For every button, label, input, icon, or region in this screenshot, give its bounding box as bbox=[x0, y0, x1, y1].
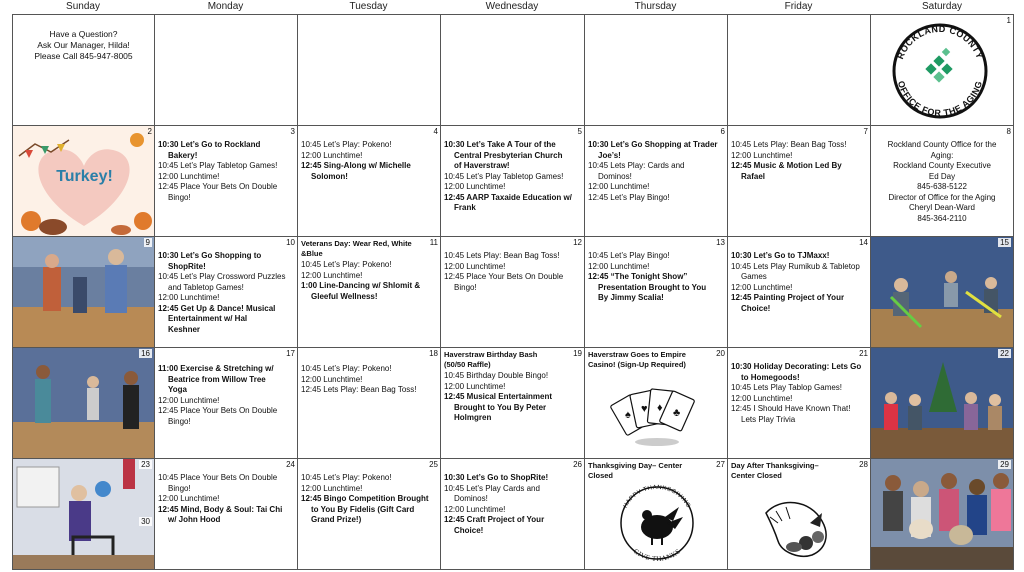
cell-week3-friday bbox=[727, 347, 871, 459]
walker-photo bbox=[13, 459, 155, 570]
logo-bottom-text: OFFICE FOR THE AGING bbox=[895, 79, 985, 119]
event-line: 12:45 Painting Project of Your bbox=[731, 293, 845, 302]
event-line: Grand Prize!) bbox=[311, 515, 362, 524]
event-line: 10:45 Let’s Play: Pokeno! bbox=[301, 260, 392, 269]
rockland-county-logo bbox=[871, 15, 1011, 125]
cell-week1-tuesday bbox=[297, 125, 441, 237]
event-line: 12:00 Lunchtime! bbox=[301, 483, 363, 493]
event-line: 12:45 Bingo Competition Brought bbox=[301, 494, 429, 503]
cell-week2-wednesday bbox=[440, 236, 585, 348]
event-line: 12:00 Lunchtime! bbox=[588, 182, 650, 191]
event-line: Holmgren bbox=[454, 413, 492, 422]
day-number: 11 bbox=[429, 238, 438, 247]
group-holiday-photo bbox=[871, 348, 1014, 459]
event-line: 10:30 Holiday Decorating: Lets Go bbox=[731, 362, 862, 371]
event-line: to You By Fidelis (Gift Card bbox=[311, 504, 415, 514]
cell-week1-monday bbox=[154, 125, 298, 237]
event-line: 12:45 “The Tonight Show” bbox=[588, 272, 688, 281]
badge-bottom-text: GIVE THANKS bbox=[631, 547, 683, 561]
cell-week1-saturday bbox=[870, 125, 1014, 237]
event-line: 12:45 Get Up & Dance! Musical bbox=[158, 303, 276, 313]
event-line: 10:30 Let’s Go Shopping at Trader bbox=[588, 140, 718, 149]
cell-week4-friday bbox=[727, 458, 871, 570]
event-line: 10:45 Let’s Play Bingo! bbox=[588, 251, 670, 260]
cornucopia-icon bbox=[760, 493, 840, 563]
day-number: 1 bbox=[1006, 16, 1011, 25]
event-line: 10:45 Let’s Play Tabletop Games! bbox=[158, 161, 278, 170]
event-line: Bingo! bbox=[168, 416, 191, 426]
turkey-label: Turkey! bbox=[56, 168, 113, 185]
event-line: 12:00 Lunchtime! bbox=[158, 494, 220, 503]
day-number: 25 bbox=[429, 460, 438, 469]
info-line: Rockland County Office for the bbox=[887, 140, 997, 149]
info-line: 845-638-5122 bbox=[917, 182, 967, 191]
event-line: of Haverstraw! bbox=[454, 161, 510, 170]
event-line: 10:30 Let’s Go to Rockland bbox=[158, 140, 261, 149]
day-header-sunday: Sunday bbox=[66, 1, 100, 12]
day-number: 26 bbox=[573, 460, 582, 469]
event-title: Haverstraw Birthday Bash (50/50 Raffle) bbox=[444, 350, 538, 369]
event-line: Bakery! bbox=[168, 150, 198, 160]
event-line: 10:45 Lets Play Rumikub & Tabletop bbox=[731, 261, 860, 271]
event-line: 12:45 Music & Motion Led By bbox=[731, 161, 842, 170]
event-line: Dominos! bbox=[454, 494, 488, 503]
day-number: 8 bbox=[1006, 127, 1011, 136]
cell-week0-monday bbox=[154, 14, 298, 126]
day-number: 15 bbox=[1000, 238, 1009, 247]
contact-manager: Ask Our Manager, Hilda! bbox=[37, 40, 130, 50]
event-line: 12:45 I Should Have Known That! bbox=[731, 404, 851, 413]
svg-text:♠: ♠ bbox=[625, 409, 631, 421]
day-number: 2 bbox=[147, 127, 152, 136]
playing-cards-icon bbox=[607, 386, 707, 452]
logo-top-text: ROCKLAND COUNTY bbox=[895, 23, 985, 61]
day-number: 20 bbox=[716, 349, 725, 358]
cell-week3-saturday bbox=[870, 347, 1014, 459]
event-line: 10:30 Let’s Go to ShopRite! bbox=[444, 473, 549, 482]
day-number: 4 bbox=[433, 127, 438, 136]
info-line: 845-364-2110 bbox=[917, 213, 967, 223]
cell-week2-friday bbox=[727, 236, 871, 348]
event-line: Keshner bbox=[168, 324, 201, 334]
cell-week4-wednesday bbox=[440, 458, 585, 570]
event-line: 12:45 AARP Taxaide Education w/ bbox=[444, 192, 572, 202]
day-number: 16 bbox=[141, 349, 150, 358]
cell-week4-tuesday bbox=[297, 458, 441, 570]
cell-week0-friday bbox=[727, 14, 871, 126]
day-header-thursday: Thursday bbox=[634, 1, 677, 12]
event-title: Veterans Day: Wear Red, White &Blue bbox=[301, 239, 412, 258]
cell-week0-tuesday bbox=[297, 14, 441, 126]
group-dance-photo bbox=[13, 348, 155, 459]
day-number: 22 bbox=[1000, 349, 1009, 358]
cell-week3-thursday bbox=[584, 347, 728, 459]
event-line: 12:00 Lunchtime! bbox=[444, 504, 506, 514]
event-line: 12:00 Lunchtime! bbox=[444, 261, 506, 271]
event-line: 1:00 Line-Dancing w/ Shlomit & bbox=[301, 281, 421, 290]
day-header-monday: Monday bbox=[207, 1, 244, 12]
day-number: 6 bbox=[720, 127, 725, 136]
event-title: Day After Thanksgiving– Center Closed bbox=[731, 461, 819, 480]
event-line: 10:45 Lets Play: Cards and bbox=[588, 161, 685, 170]
cell-week3-monday bbox=[154, 347, 298, 459]
event-line: to Homegoods! bbox=[741, 372, 800, 382]
event-title: Haverstraw Goes to Empire Casino! (Sign-Up Required) bbox=[588, 350, 686, 369]
event-line: Bingo! bbox=[454, 282, 477, 292]
cell-week0-thursday bbox=[584, 14, 728, 126]
svg-text:♦: ♦ bbox=[657, 402, 663, 414]
event-line: 10:45 Let’s Play: Pokeno! bbox=[301, 140, 392, 149]
cell-week1-thursday bbox=[584, 125, 728, 237]
cell-week1-sunday bbox=[12, 125, 155, 237]
cell-week3-sunday bbox=[12, 347, 155, 459]
event-line: 12:00 Lunchtime! bbox=[158, 171, 220, 181]
info-line: Rockland County Executive bbox=[893, 161, 991, 170]
event-line: 10:30 Let’s Go to TJMaxx! bbox=[731, 251, 830, 260]
day-number: 3 bbox=[290, 127, 295, 136]
cell-week3-wednesday bbox=[440, 347, 585, 459]
exercise-class-photo bbox=[871, 237, 1014, 348]
day-number-secondary: 30 bbox=[141, 517, 150, 526]
event-line: 12:00 Lunchtime! bbox=[301, 150, 363, 160]
day-number: 7 bbox=[863, 127, 868, 136]
event-line: 12:00 Lunchtime! bbox=[444, 381, 506, 391]
event-line: Brought to You By Peter bbox=[454, 402, 547, 412]
day-number: 5 bbox=[577, 127, 582, 136]
event-line: 12:45 Mind, Body & Soul: Tai Chi bbox=[158, 504, 283, 514]
ladies-group-photo bbox=[871, 459, 1014, 570]
info-line: Director of Office for the Aging bbox=[888, 192, 996, 202]
day-number: 17 bbox=[286, 349, 295, 358]
event-line: 12:45 Craft Project of Your bbox=[444, 515, 545, 524]
event-line: Choice! bbox=[454, 525, 484, 535]
cell-week4-thursday bbox=[584, 458, 728, 570]
event-line: Central Presbyterian Church bbox=[454, 150, 563, 160]
day-number: 10 bbox=[286, 238, 295, 247]
info-line: Aging: bbox=[930, 150, 954, 160]
event-line: 12:00 Lunchtime! bbox=[158, 293, 220, 302]
day-number: 24 bbox=[286, 460, 295, 469]
event-line: Games bbox=[741, 272, 767, 281]
event-line: and Tabletop Games! bbox=[168, 282, 244, 292]
event-line: 10:30 Let’s Go Shopping to bbox=[158, 251, 262, 260]
event-line: Solomon! bbox=[311, 171, 348, 181]
event-line: Bingo! bbox=[168, 192, 191, 202]
event-line: 10:45 Place Your Bets On Double bbox=[158, 473, 278, 482]
event-line: w/ John Hood bbox=[168, 515, 221, 524]
event-line: 12:00 Lunchtime! bbox=[731, 393, 793, 403]
event-line: Yoga bbox=[168, 385, 187, 394]
event-line: Beatrice from Willow Tree bbox=[168, 374, 266, 384]
cell-week1-friday bbox=[727, 125, 871, 237]
day-number: 21 bbox=[859, 349, 868, 358]
event-line: 12:00 Lunchtime! bbox=[731, 282, 793, 292]
event-line: Joe’s! bbox=[598, 150, 621, 160]
event-line: 12:45 Place Your Bets On Double bbox=[158, 406, 278, 415]
day-number: 14 bbox=[859, 238, 868, 247]
day-number: 23 bbox=[141, 460, 150, 469]
event-line: Gleeful Wellness! bbox=[311, 291, 378, 301]
event-line: 12:45 Let’s Play Bingo! bbox=[588, 192, 670, 202]
day-number: 28 bbox=[859, 460, 868, 469]
event-title: Thanksgiving Day– Center Closed bbox=[588, 461, 683, 480]
event-line: Rafael bbox=[741, 171, 766, 181]
info-line: Cheryl Dean-Ward bbox=[909, 203, 975, 212]
event-line: 12:00 Lunchtime! bbox=[158, 395, 220, 405]
info-line: Ed Day bbox=[928, 171, 956, 181]
event-line: Frank bbox=[454, 203, 476, 212]
event-line: Choice! bbox=[741, 303, 771, 313]
event-line: 10:45 Let’s Play Cards and bbox=[444, 483, 540, 493]
day-number: 13 bbox=[716, 238, 725, 247]
event-line: 12:00 Lunchtime! bbox=[301, 374, 363, 384]
day-number: 29 bbox=[1000, 460, 1009, 469]
cell-week1-wednesday bbox=[440, 125, 585, 237]
event-line: 10:45 Let’s Play: Pokeno! bbox=[301, 473, 392, 482]
cell-week4-sunday bbox=[12, 458, 155, 570]
happy-thanksgiving-badge bbox=[607, 483, 707, 561]
day-number: 18 bbox=[429, 349, 438, 358]
day-number: 19 bbox=[573, 349, 582, 358]
cell-week2-monday bbox=[154, 236, 298, 348]
cell-week2-tuesday bbox=[297, 236, 441, 348]
cell-week4-monday bbox=[154, 458, 298, 570]
event-line: 12:45 Sing-Along w/ Michelle bbox=[301, 161, 411, 170]
cell-week4-saturday bbox=[870, 458, 1014, 570]
cell-week0-wednesday bbox=[440, 14, 585, 126]
day-number: 12 bbox=[573, 238, 582, 247]
event-line: 10:45 Let’s Play Tabletop Games! bbox=[444, 171, 564, 181]
event-line: 10:45 Lets Play: Bean Bag Toss! bbox=[731, 140, 847, 149]
event-line: 12:00 Lunchtime! bbox=[444, 182, 506, 191]
event-line: 12:00 Lunchtime! bbox=[588, 261, 650, 271]
svg-text:♣: ♣ bbox=[673, 407, 681, 419]
event-line: 10:30 Let’s Take A Tour of the bbox=[444, 140, 556, 149]
badge-top-text: HAPPY THANKSGIVING bbox=[622, 484, 692, 510]
event-line: 12:00 Lunchtime! bbox=[731, 150, 793, 160]
event-line: 10:45 Birthday Double Bingo! bbox=[444, 371, 549, 380]
event-line: 10:45 Let’s Play: Pokeno! bbox=[301, 364, 392, 373]
contact-phone: Please Call 845-947-8005 bbox=[34, 51, 133, 61]
cell-week3-tuesday bbox=[297, 347, 441, 459]
day-number: 27 bbox=[716, 460, 725, 469]
event-line: 12:45 Place Your Bets On Double bbox=[444, 272, 564, 281]
event-line: Entertainment w/ Hal bbox=[168, 314, 248, 323]
dancing-photo bbox=[13, 237, 155, 348]
event-line: 12:45 Musical Entertainment bbox=[444, 392, 553, 401]
cell-week0-sunday bbox=[12, 14, 155, 126]
event-line: 12:45 Place Your Bets On Double bbox=[158, 182, 278, 191]
event-line: 10:45 Let’s Play Crossword Puzzles bbox=[158, 272, 286, 281]
event-line: ShopRite! bbox=[168, 261, 206, 271]
event-line: Presentation Brought to You bbox=[598, 282, 707, 292]
day-header-friday: Friday bbox=[784, 1, 813, 12]
cell-week2-thursday bbox=[584, 236, 728, 348]
event-line: 10:45 Lets Play Tablop Games! bbox=[731, 383, 843, 392]
cell-week2-saturday bbox=[870, 236, 1014, 348]
cell-week0-saturday bbox=[870, 14, 1014, 126]
day-number: 9 bbox=[145, 238, 150, 247]
event-line: 11:00 Exercise & Stretching w/ bbox=[158, 364, 274, 373]
event-line: By Jimmy Scalia! bbox=[598, 293, 664, 302]
event-line: Lets Play Trivia bbox=[741, 414, 796, 424]
event-line: 12:00 Lunchtime! bbox=[301, 270, 363, 280]
cell-week2-sunday bbox=[12, 236, 155, 348]
day-header-wednesday: Wednesday bbox=[485, 1, 539, 12]
day-header-saturday: Saturday bbox=[921, 1, 963, 12]
event-line: Dominos! bbox=[598, 171, 632, 181]
day-header-tuesday: Tuesday bbox=[349, 1, 388, 12]
event-line: Bingo! bbox=[168, 483, 191, 493]
event-line: 12:45 Lets Play: Bean Bag Toss! bbox=[301, 385, 417, 394]
event-line: 10:45 Lets Play: Bean Bag Toss! bbox=[444, 251, 560, 260]
contact-question: Have a Question? bbox=[49, 29, 118, 39]
svg-text:♥: ♥ bbox=[641, 403, 648, 415]
